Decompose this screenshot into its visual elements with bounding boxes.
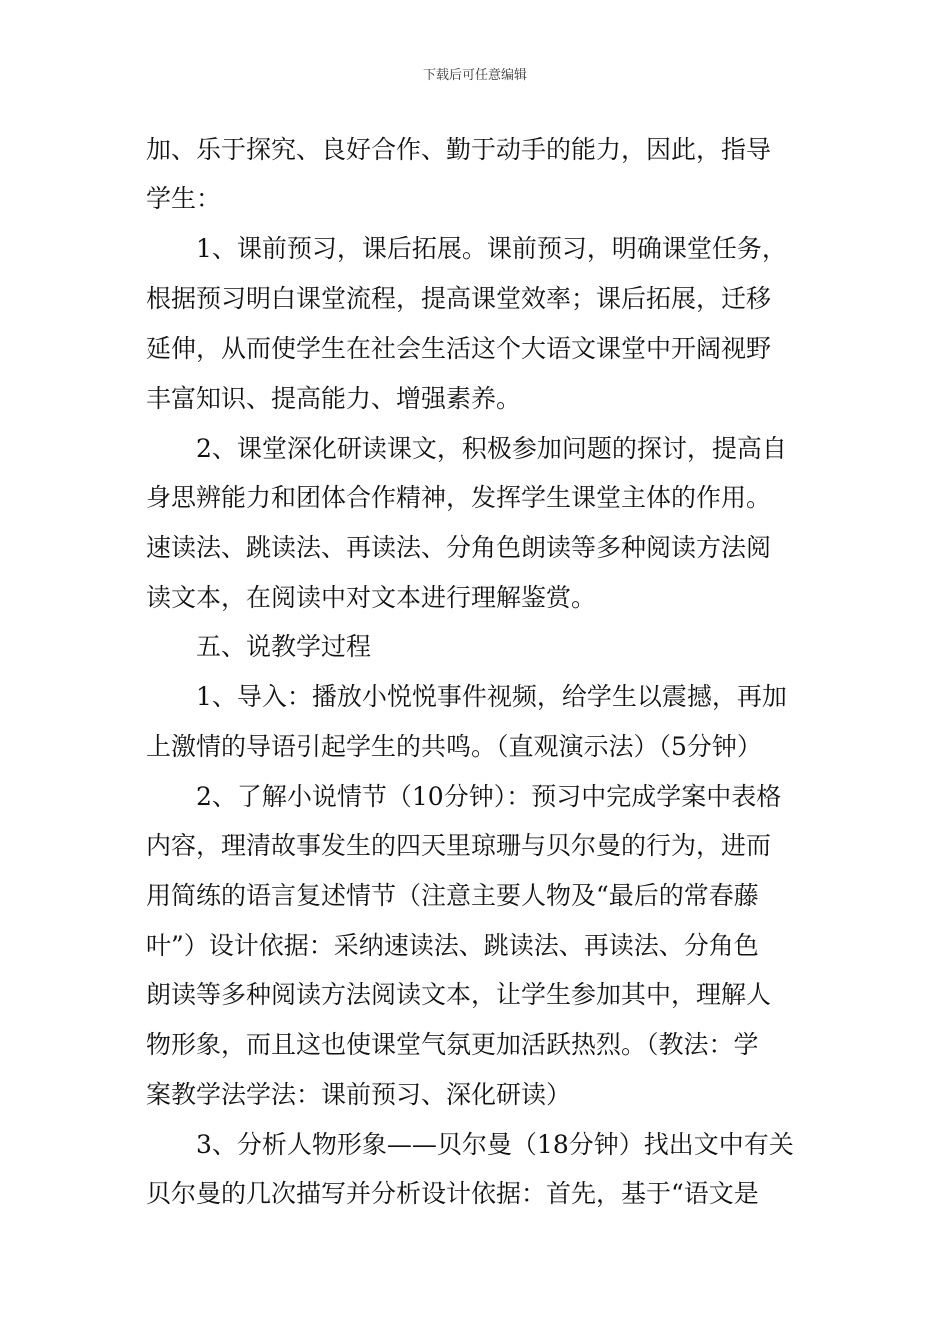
- text-line: 2、了解小说情节（10分钟）：预习中完成学案中表格: [196, 782, 782, 811]
- text-line: 3、分析人物形象——贝尔曼（18分钟）找出文中有关: [196, 1130, 794, 1159]
- text-line: 物形象，而且这也使课堂气氛更加活跃热烈。（教法：学: [146, 1030, 759, 1059]
- text-line: 内容，理清故事发生的四天里琼珊与贝尔曼的行为，进而: [146, 831, 772, 860]
- text-line: 朗读等多种阅读方法阅读文本，让学生参加其中，理解人: [146, 980, 772, 1009]
- text-line: 速读法、跳读法、再读法、分角色朗读等多种阅读方法阅: [146, 533, 772, 562]
- text-line: 上激情的导语引起学生的共鸣。（直观演示法）（5分钟）: [146, 732, 762, 761]
- text-line: 1、课前预习，课后拓展。课前预习，明确课堂任务，: [196, 234, 787, 263]
- text-line: 延伸，从而使学生在社会生活这个大语文课堂中开阔视野: [146, 334, 772, 363]
- text-line: 2、课堂深化研读课文，积极参加问题的探讨，提高自: [196, 434, 787, 463]
- text-line: 学生：: [146, 184, 222, 213]
- page-header: 下载后可任意编辑: [422, 68, 527, 83]
- text-line: 用简练的语言复述情节（注意主要人物及“最后的常春藤: [146, 881, 759, 910]
- text-line: 1、导入：播放小悦悦事件视频，给学生以震撼，再加: [196, 682, 787, 711]
- text-line: 五、说教学过程: [196, 632, 372, 661]
- text-line: 贝尔曼的几次描写并分析设计依据：首先，基于“语文是: [146, 1179, 759, 1208]
- text-line: 丰富知识、提高能力、增强素养。: [146, 384, 522, 413]
- text-line: 加、乐于探究、良好合作、勤于动手的能力，因此，指导: [146, 135, 772, 164]
- text-line: 叶”）设计依据：采纳速读法、跳读法、再读法、分角色: [146, 931, 759, 960]
- text-line: 案教学法学法：课前预习、深化研读）: [146, 1080, 572, 1109]
- text-line: 根据预习明白课堂流程，提高课堂效率；课后拓展，迁移: [146, 284, 772, 313]
- text-line: 身思辨能力和团体合作精神，发挥学生课堂主体的作用。: [146, 483, 772, 512]
- text-line: 读文本，在阅读中对文本进行理解鉴赏。: [146, 583, 597, 612]
